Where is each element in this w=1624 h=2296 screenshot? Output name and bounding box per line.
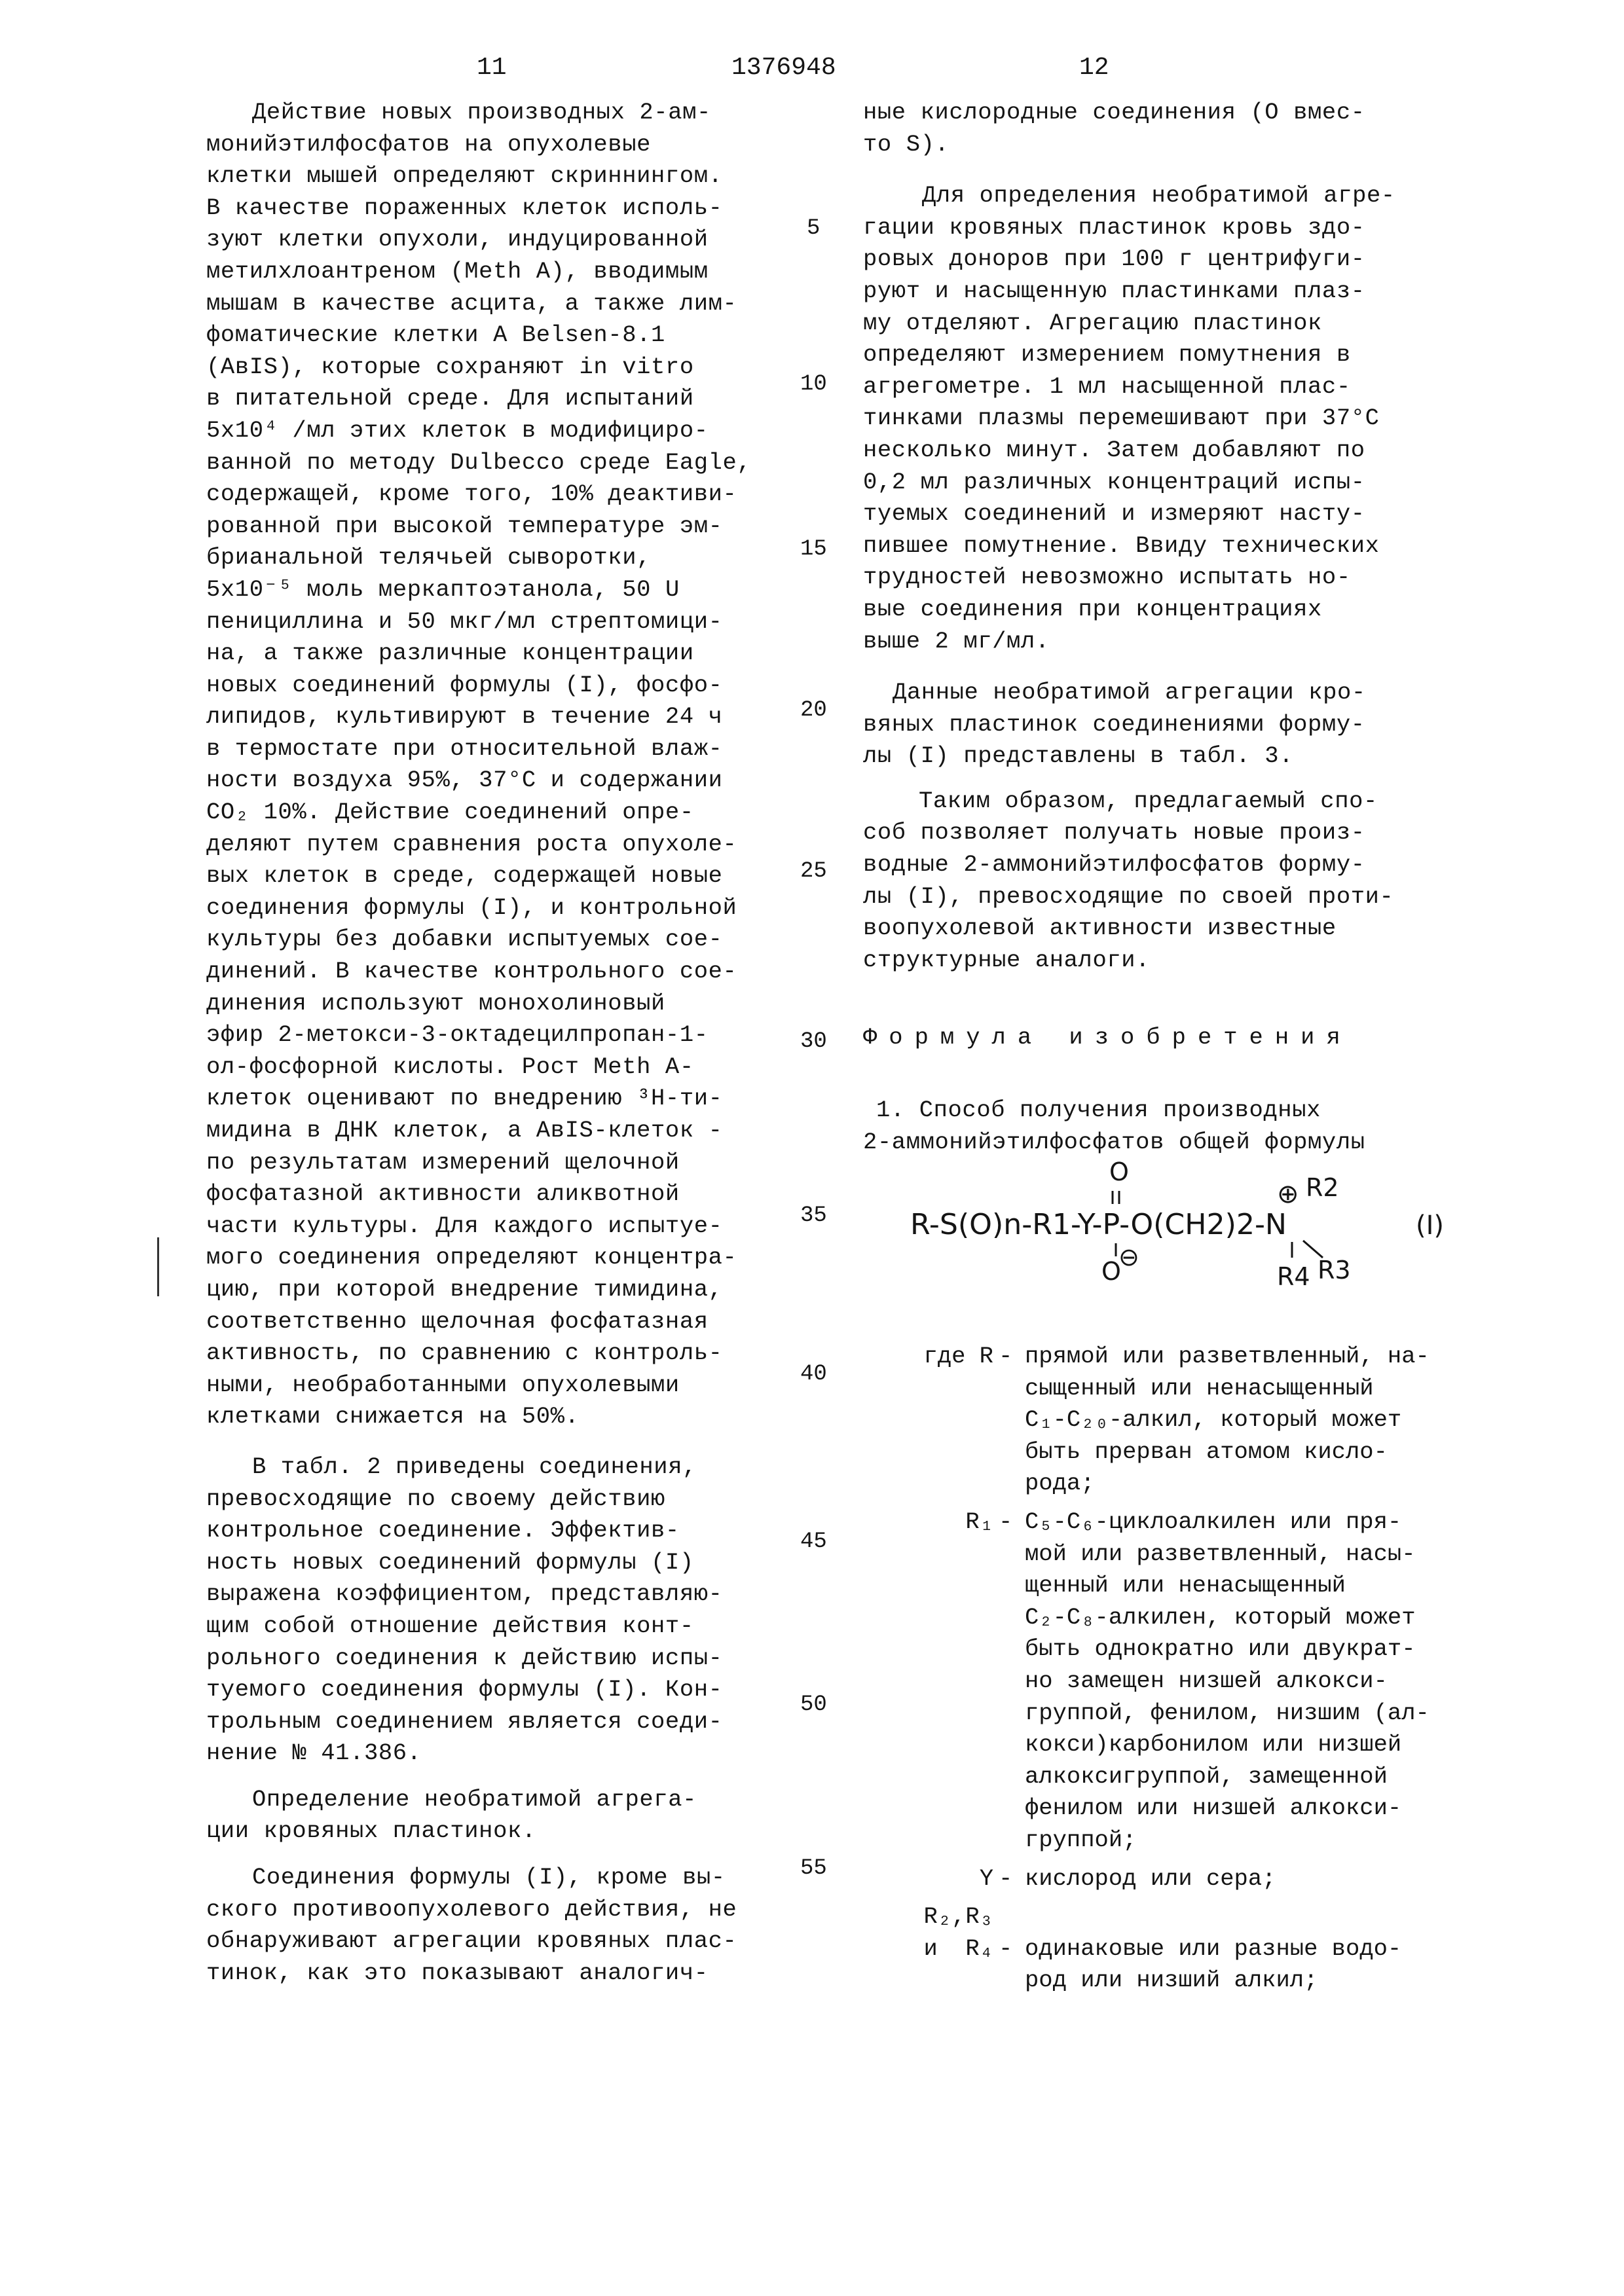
text-line: Определение необратимой агрега- — [252, 1785, 697, 1813]
definition-symbol — [859, 1436, 999, 1468]
definition-symbol — [859, 1633, 999, 1666]
line-number: 20 — [800, 698, 827, 723]
text-line: клетками снижается на 50%. — [206, 1403, 580, 1430]
text-line: ол-фосфорной кислоты. Рост Meth A- — [206, 1053, 694, 1080]
right-column-text — [863, 97, 1395, 1158]
definition-text: группой; — [1025, 1826, 1137, 1853]
left-column-text — [206, 97, 751, 1989]
chemical-formula — [910, 1149, 1500, 1300]
definition-row — [859, 1666, 1430, 1698]
text-line: водные 2-аммонийэтилфосфатов форму- — [863, 851, 1365, 879]
line-number: 45 — [800, 1529, 827, 1554]
text-line: ровых доноров при 100 г центрифуги- — [863, 246, 1365, 273]
text-line: активность, по сравнению с контроль- — [206, 1339, 723, 1367]
formula-label: (I) — [1416, 1211, 1445, 1241]
text-line: в питательной среде. Для испытаний — [206, 385, 694, 412]
text-line: туемых соединений и измеряют насту- — [863, 500, 1365, 528]
definition-text: быть однократно или двукрат- — [1025, 1635, 1416, 1663]
text-line: вых клеток в среде, содержащей новые — [206, 862, 723, 890]
line-number: 5 — [807, 216, 821, 241]
definition-text: быть прерван атомом кисло- — [1025, 1438, 1388, 1465]
text-line: динений. В качестве контрольного сое- — [206, 958, 737, 985]
formula-main-chain: R-S(O)n-R1-Y-P-O(CH2)2-N — [910, 1208, 1287, 1241]
formula-r2: R2 — [1306, 1173, 1339, 1202]
text-line: цию, при которой внедрение тимидина, — [206, 1275, 723, 1303]
text-line: 5x10⁴ /мл этих клеток в модифициро- — [206, 416, 709, 444]
definition-text: рода; — [1025, 1470, 1095, 1497]
page-number-left: 11 — [477, 54, 507, 82]
text-line: воопухолевой активности известные — [863, 915, 1337, 942]
text-line: то S). — [863, 130, 950, 158]
text-line: мидина в ДНК клеток, а AвIS-клеток - — [206, 1117, 723, 1144]
definition-row: где R - прямой или разветвленный, на- — [859, 1341, 1430, 1373]
text-line: вяных пластинок соединениями форму- — [863, 710, 1365, 738]
formula-top-oxygen: O — [1109, 1157, 1129, 1186]
text-line: соб позволяет получать новые произ- — [863, 819, 1365, 847]
definition-text: род или низший алкил; — [1025, 1967, 1318, 1994]
text-line: клеток оценивают по внедрению ³H-ти- — [206, 1085, 723, 1112]
text-line: соответственно щелочная фосфатазная — [206, 1307, 709, 1335]
definition-text: алкоксигруппой, замещенной — [1025, 1762, 1388, 1790]
text-line: 5x10⁻⁵ моль меркаптоэтанола, 50 U — [206, 575, 680, 603]
definition-text: щенный или ненасыщенный — [1025, 1572, 1346, 1599]
definition-symbol: R₁ — [965, 1508, 993, 1535]
text-line: ными, необработанными опухолевыми — [206, 1371, 680, 1398]
text-line: лы (I) представлены в табл. 3. — [863, 742, 1294, 770]
definition-symbol — [859, 1761, 999, 1793]
definition-symbol — [859, 1793, 999, 1825]
text-line: 0,2 мл различных концентраций испы- — [863, 468, 1365, 496]
definition-text: C₅-C₆-циклоалкилен или пря- — [1025, 1508, 1402, 1535]
formula-bottom-oxygen: O — [1101, 1257, 1121, 1286]
line-number: 50 — [800, 1692, 827, 1717]
formula-r3: R3 — [1318, 1256, 1351, 1285]
text-line: метилхлоантреном (Meth A), вводимым — [206, 257, 709, 285]
definition-row — [859, 1570, 1430, 1602]
definition-symbol — [859, 1539, 999, 1571]
text-line: В качестве пораженных клеток исполь- — [206, 194, 723, 221]
text-line: 2-аммонийэтилфосфатов общей формулы — [863, 1128, 1365, 1156]
definition-row — [859, 1698, 1430, 1730]
text-line: обнаруживают агрегации кровяных плас- — [206, 1927, 737, 1955]
text-line: му отделяют. Агрегацию пластинок — [863, 309, 1322, 337]
text-line: трольным соединением является соеди- — [206, 1707, 723, 1735]
definition-text: группой, фенилом, низшим (ал- — [1025, 1699, 1430, 1726]
definition-row: R₁ - C₅-C₆-циклоалкилен или пря- — [859, 1506, 1430, 1539]
formula-plus-charge: ⊕ — [1277, 1179, 1299, 1209]
text-line: деляют путем сравнения роста опухоле- — [206, 830, 737, 858]
definition-text: но замещен низшей алкокси- — [1025, 1667, 1388, 1694]
definition-row — [859, 1602, 1430, 1634]
text-line: 1. Способ получения производных — [876, 1097, 1321, 1124]
text-line: зуют клетки опухоли, индуцированной — [206, 226, 709, 253]
text-line: структурные аналоги. — [863, 946, 1151, 974]
text-line: рольного соединения к действию испы- — [206, 1644, 723, 1671]
text-line: на, а также различные концентрации — [206, 640, 694, 667]
text-line: агрегометре. 1 мл насыщенной плас- — [863, 373, 1351, 400]
text-line: выражена коэффициентом, представляю- — [206, 1580, 723, 1608]
definition-row — [859, 1633, 1430, 1666]
definition-row — [859, 1539, 1430, 1571]
text-line: превосходящие по своему действию — [206, 1485, 665, 1512]
definition-text: кокси)карбонилом или низшей — [1025, 1731, 1402, 1758]
text-line: контрольное соединение. Эффектив- — [206, 1517, 680, 1544]
text-line: тинками плазмы перемешивают при 37°С — [863, 405, 1380, 432]
definition-text: фенилом или низшей алкокси- — [1025, 1795, 1402, 1822]
text-line: пившее помутнение. Ввиду технических — [863, 532, 1380, 559]
definition-symbol — [859, 1698, 999, 1730]
definition-row: Y - кислород или сера; — [859, 1863, 1430, 1895]
definition-row: и R₄ - одинаковые или разные водо- — [859, 1933, 1430, 1965]
line-number: 30 — [800, 1029, 827, 1054]
text-line: части культуры. Для каждого испытуе- — [206, 1212, 723, 1239]
definition-text: одинаковые или разные водо- — [1025, 1935, 1402, 1962]
text-line: ванной по методу Dulbecco среде Eagle, — [206, 448, 752, 476]
text-line: ции кровяных пластинок. — [206, 1817, 536, 1845]
text-line: рованной при высокой температуре эм- — [206, 512, 723, 539]
text-line: фосфатазной активности аликвотной — [206, 1180, 680, 1208]
text-line: фоматические клетки A Belsen-8.1 — [206, 321, 665, 349]
text-line: соединения формулы (I), и контрольной — [206, 894, 737, 921]
text-line: (AвIS), которые сохраняют in vitro — [206, 353, 694, 380]
text-line: новых соединений формулы (I), фосфо- — [206, 671, 723, 699]
text-line: в термостате при относительной влаж- — [206, 735, 723, 762]
text-line: тинок, как это показывают аналогич- — [206, 1959, 709, 1986]
text-line: содержащей, кроме того, 10% деактиви- — [206, 481, 737, 508]
formula-definitions — [859, 1341, 1430, 1997]
definition-text: C₁-C₂₀-алкил, который может — [1025, 1406, 1402, 1434]
text-line: В табл. 2 приведены соединения, — [252, 1453, 697, 1480]
text-line: определяют измерением помутнения в — [863, 341, 1351, 369]
text-line: выше 2 мг/мл. — [863, 627, 1050, 655]
line-number: 40 — [800, 1362, 827, 1387]
text-line: Таким образом, предлагаемый спо- — [919, 787, 1378, 814]
text-line: ского противоопухолевого действия, не — [206, 1895, 737, 1923]
text-line: по результатам измерений щелочной — [206, 1148, 680, 1176]
definition-row — [859, 1436, 1430, 1468]
text-line: несколько минут. Затем добавляют по — [863, 436, 1365, 464]
margin-mark — [157, 1237, 159, 1296]
definition-text: прямой или разветвленный, на- — [1025, 1343, 1430, 1370]
definition-text: кислород или сера; — [1025, 1865, 1276, 1892]
text-line: Формула изобретения — [863, 1024, 1352, 1051]
text-line: Для определения необратимой агре- — [922, 182, 1395, 210]
definition-symbol — [859, 1965, 999, 1997]
definition-row — [859, 1901, 1430, 1933]
text-line: щим собой отношение действия конт- — [206, 1612, 694, 1639]
text-line: липидов, культивируют в течение 24 ч — [206, 703, 723, 731]
definition-symbol: R₂,R₃ — [923, 1903, 993, 1931]
definition-symbol — [859, 1468, 999, 1500]
page-number-right: 12 — [1079, 54, 1109, 82]
formula-r4: R4 — [1277, 1262, 1310, 1291]
text-line: нение № 41.386. — [206, 1740, 422, 1767]
text-line: гации кровяных пластинок кровь здо- — [863, 213, 1365, 241]
text-line: динения используют монохолиновый — [206, 989, 665, 1017]
line-number: 10 — [800, 372, 827, 397]
text-line: клетки мышей определяют скриннингом. — [206, 162, 723, 190]
definition-row — [859, 1404, 1430, 1436]
definition-symbol: и R₄ — [923, 1935, 993, 1962]
definition-symbol: Y — [979, 1865, 993, 1892]
definition-row — [859, 1468, 1430, 1500]
definition-row — [859, 1761, 1430, 1793]
line-number: 15 — [800, 537, 827, 562]
definition-row — [859, 1825, 1430, 1857]
definition-text: сыщенный или ненасыщенный — [1025, 1374, 1374, 1402]
text-line: монийэтилфосфатов на опухолевые — [206, 130, 652, 158]
text-line: туемого соединения формулы (I). Кон- — [206, 1676, 723, 1704]
text-line: ность новых соединений формулы (I) — [206, 1548, 694, 1576]
definition-symbol — [859, 1404, 999, 1436]
definition-symbol — [859, 1825, 999, 1857]
formula-minus-charge: ⊖ — [1118, 1243, 1139, 1271]
definition-text: C₂-C₈-алкилен, который может — [1025, 1603, 1416, 1631]
text-line: культуры без добавки испытуемых сое- — [206, 926, 723, 953]
text-line: трудностей невозможно испытать но- — [863, 564, 1351, 591]
text-line: пенициллина и 50 мкг/мл стрептомици- — [206, 608, 723, 635]
text-line: ные кислородные соединения (O вмес- — [863, 99, 1365, 126]
text-line: ности воздуха 95%, 37°С и содержании — [206, 767, 723, 794]
line-number: 55 — [800, 1856, 827, 1881]
text-line: Действие новых производных 2-ам- — [252, 99, 711, 126]
text-line: брианальной телячьей сыворотки, — [206, 544, 652, 572]
text-line: Соединения формулы (I), кроме вы- — [252, 1864, 726, 1891]
text-line: мого соединения определяют концентра- — [206, 1244, 737, 1271]
definition-row — [859, 1729, 1430, 1761]
definition-symbol — [859, 1666, 999, 1698]
definition-symbol — [859, 1570, 999, 1602]
definition-symbol — [859, 1602, 999, 1634]
patent-number: 1376948 — [731, 54, 836, 82]
text-line: Данные необратимой агрегации кро- — [893, 679, 1366, 706]
text-line: вые соединения при концентрациях — [863, 595, 1322, 623]
definition-row — [859, 1373, 1430, 1405]
text-line: лы (I), превосходящие по своей проти- — [863, 883, 1394, 910]
definition-symbol: где R — [923, 1343, 993, 1370]
definition-row — [859, 1793, 1430, 1825]
definition-symbol — [859, 1729, 999, 1761]
text-line: руют и насыщенную пластинками плаз- — [863, 277, 1365, 304]
line-number: 35 — [800, 1203, 827, 1228]
definition-symbol — [859, 1373, 999, 1405]
text-line: эфир 2-метокси-3-октадецилпропан-1- — [206, 1021, 709, 1049]
text-line: мышам в качестве асцита, а также лим- — [206, 289, 737, 317]
text-line: CO₂ 10%. Действие соединений опре- — [206, 799, 694, 826]
definition-row — [859, 1965, 1430, 1997]
definition-text: мой или разветвленный, насы- — [1025, 1540, 1416, 1567]
line-number: 25 — [800, 859, 827, 884]
